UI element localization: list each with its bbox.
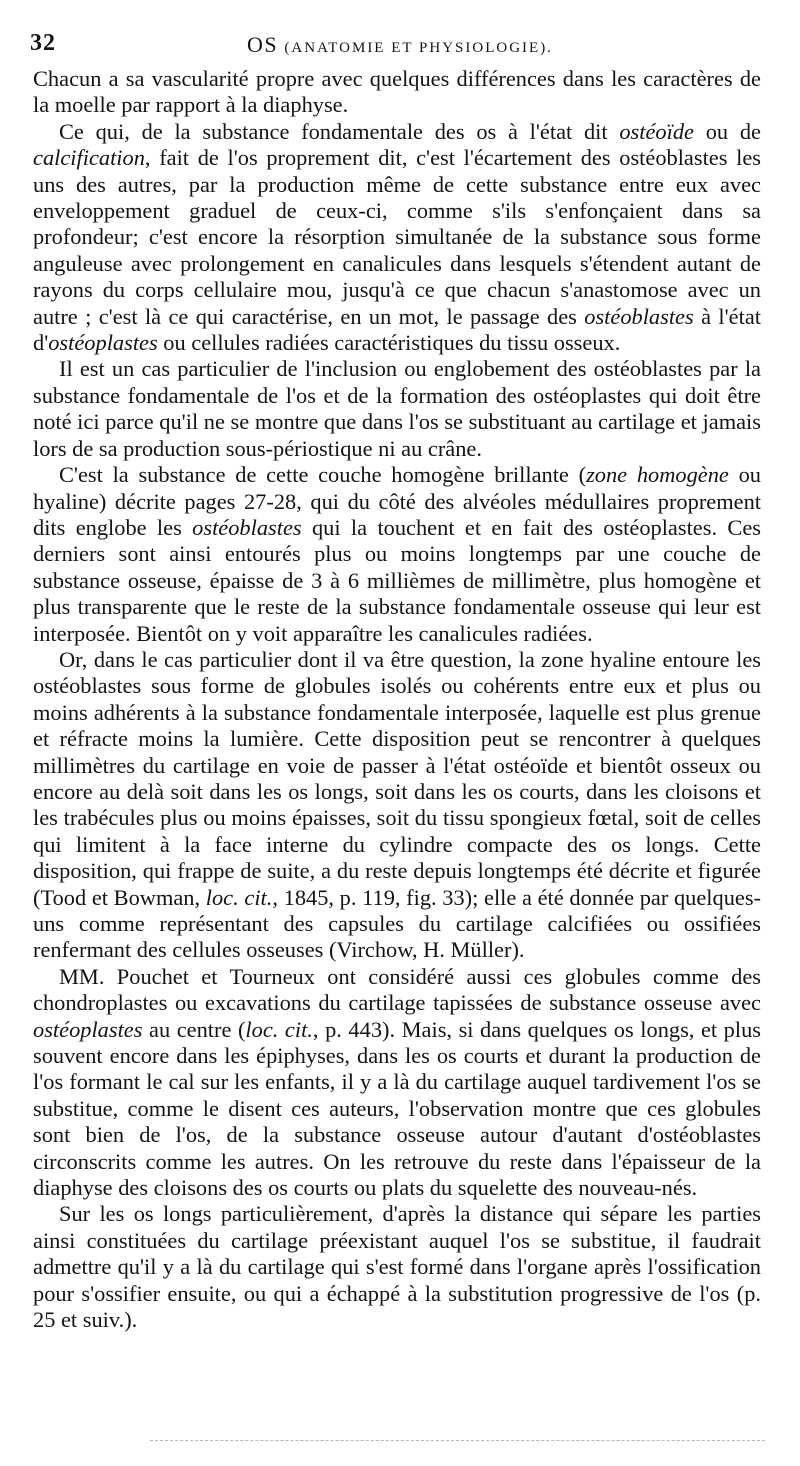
paragraph-5-text-1: Or, dans le cas particulier dont il va être question, la zone hyaline entoure les ostéoblastes sous forme de globules isolés ou cohérents entre eux et plus ou moins adhérents à la substance fondamentale interposée, laquelle est plus grenue et réfracte moins la lumière. Cette disposition peut se rencontrer à quelques millimètres du cartilage en voie de passer à l'état ostéoïde et bientôt osseux ou encore au delà soit dans les os longs, soit dans les os courts, dans les cloisons et les trabécules plus ou moins épaisses, soit du tissu spongieux fœtal, soit de celles qui limitent à la face interne du cylindre compacte des os longs. Cette disposition, qui frappe de suite, a du reste depuis longtemps été décrite et figurée (Tood et Bowman, xyxy=(33,646,761,910)
paragraph-2-italic-3: ostéoblastes xyxy=(584,303,694,329)
body-text xyxy=(33,66,761,1334)
paragraph-2-italic-2: calcification xyxy=(33,145,145,171)
paragraph-6 xyxy=(33,964,761,1202)
paragraph-6-italic-2: loc. cit. xyxy=(245,1016,313,1042)
paragraph-5-italic-1: loc. cit. xyxy=(205,884,273,910)
paragraph-7-text: Sur les os longs particulièrement, d'après la distance qui sépare les parties ainsi constituées du cartilage préexistant auquel l'os se substitue, il faudrait admettre qu'il y a là du cartilage qui s'est formé dans l'organe après l'ossification pour s'ossifier ensuite, ou qui a échappé à la substitution progressive de l'os (p. 25 et suiv.). xyxy=(33,1201,761,1333)
page-number: 32 xyxy=(30,30,56,56)
paragraph-2-text-2: ou de xyxy=(693,118,761,144)
paragraph-2-italic-4: ostéoplastes xyxy=(48,330,158,356)
paragraph-2-italic-1: ostéoïde xyxy=(619,118,694,144)
paragraph-4 xyxy=(33,462,761,647)
paragraph-2-text-4: à l'état d' xyxy=(33,303,761,356)
paragraph-6-italic-1: ostéoplastes xyxy=(33,1016,143,1042)
paragraph-4-text-3: qui la touchent et en fait des ostéoplastes. Ces derniers sont ainsi entourés plus ou moins longtemps par une couche de substance osseuse, épaisse de 3 à 6 millièmes de millimètre, plus homogène et plus transparente que le reste de la substance fondamentale osseuse qui leur est interposée. Bientôt on y voit apparaître les canalicules radiées. xyxy=(33,514,761,646)
paragraph-2-text-1: Ce qui, de la substance fondamentale des os à l'état dit xyxy=(59,118,620,144)
paragraph-2-text-5: ou cellules radiées caractéristiques du tissu osseux. xyxy=(157,330,621,356)
page-header xyxy=(30,30,770,64)
paragraph-2 xyxy=(33,119,761,357)
paragraph-6-text-3: , p. 443). Mais, si dans quelques os longs, et plus souvent encore dans les épiphyses, dans les os courts et durant la production de l'os formant le cal sur les enfants, il y a là du cartilage auquel tardivement l'os se substitue, comme le disent ces auteurs, l'observation montre que ces globules sont bien de l'os, de la substance osseuse autour d'autant d'ostéoblastes circonscrits comme les autres. On les retrouve du reste dans l'épaisseur de la diaphyse des cloisons des os courts ou plats du squelette des nouveau-nés. xyxy=(33,1016,761,1201)
paragraph-7 xyxy=(33,1201,761,1333)
paragraph-1 xyxy=(33,66,761,119)
footer-rule xyxy=(150,1440,765,1441)
paragraph-2-text-3: , fait de l'os proprement dit, c'est l'écartement des ostéoblastes les uns des autres, par la production même de cette substance entre eux avec enveloppement graduel de ceux-ci, comme s'ils s'enfonçaient dans sa profondeur; c'est encore la résorption simultanée de la substance sous forme anguleuse avec prolongement en canalicules dans lesquels s'étendent autant de rayons du corps cellulaire mou, jusqu'à ce que chacun s'anastomose avec un autre ; c'est là ce qui caractérise, en un mot, le passage des xyxy=(33,145,761,329)
paragraph-6-text-2: au centre ( xyxy=(142,1016,246,1042)
paragraph-3 xyxy=(33,356,761,462)
paragraph-4-italic-2: ostéoblastes xyxy=(192,514,302,540)
paragraph-6-text-1: MM. Pouchet et Tourneux ont considéré aussi ces globules comme des chondroplastes ou excavations du cartilage tapissées de substance osseuse avec xyxy=(33,963,761,1016)
running-head-subtitle: (ANATOMIE ET PHYSIOLOGIE). xyxy=(284,40,553,56)
paragraph-3-text: Il est un cas particulier de l'inclusion ou englobement des ostéoblastes par la substance fondamentale de l'os et de la formation des ostéoplastes qui doit être noté ici parce qu'il ne se montre que dans l'os se substituant au cartilage et jamais lors de sa production sous-périostique ni au crâne. xyxy=(33,356,761,461)
running-head xyxy=(30,32,770,58)
paragraph-5-text-2: , 1845, p. 119, fig. 33); elle a été donnée par quelques-uns comme représentant des capsules du cartilage calcifiées ou ossifiées renfermant des cellules osseuses (Virchow, H. Müller). xyxy=(33,884,762,963)
paragraph-1-text: Chacun a sa vascularité propre avec quelques différences dans les caractères de la moelle par rapport à la diaphyse. xyxy=(33,66,761,118)
paragraph-4-text-2: ou hyaline) décrite pages 27-28, qui du côté des alvéoles médullaires proprement dits englobe les xyxy=(33,462,762,540)
paragraph-4-italic-1: zone homogène xyxy=(586,462,729,488)
paragraph-4-text-1: C'est la substance de cette couche homogène brillante ( xyxy=(59,462,587,488)
paragraph-5 xyxy=(33,647,761,964)
running-head-title: OS xyxy=(247,32,279,57)
